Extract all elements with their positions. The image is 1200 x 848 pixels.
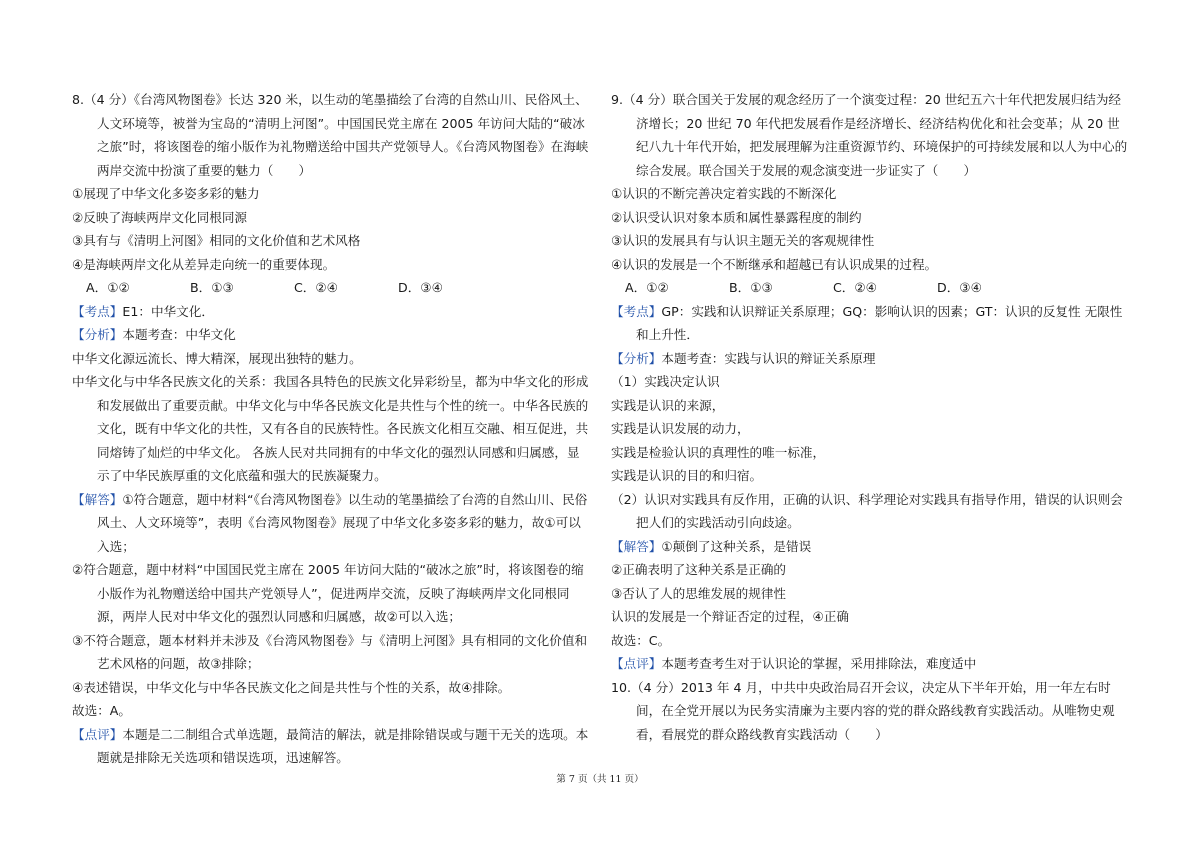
fenxi-tag: 【分析】 bbox=[72, 327, 123, 342]
dianping-section bbox=[72, 723, 592, 770]
answer-line: 认识的发展是一个辩证否定的过程，④正确 bbox=[611, 609, 849, 624]
option-c: C．②④ bbox=[294, 280, 338, 295]
analysis-line: （2）认识对实践具有反作用，正确的认识、科学理论对实践具有指导作用，错误的认识则会把人们的实践活动引向歧途。 bbox=[611, 491, 1123, 530]
answer-line: ②正确表明了这种关系是正确的 bbox=[611, 562, 787, 577]
jieda-text: ①符合题意，题中材料“《台湾风物图卷》以生动的笔墨描绘了台湾的自然山川、民俗风土、人文环境等”，表明《台湾风物图卷》展现了中华文化多姿多彩的魅力，故①可以入选； bbox=[97, 491, 588, 554]
answer-options bbox=[72, 276, 592, 300]
conclusion: 故选：A。 bbox=[72, 703, 131, 718]
right-column bbox=[611, 88, 1131, 746]
kaodian-tag: 【考点】 bbox=[72, 303, 123, 319]
conclusion: 故选：C。 bbox=[611, 632, 671, 648]
kaodian-tag: 【考点】 bbox=[611, 303, 662, 319]
statement-2: ②认识受认识对象本质和属性暴露程度的制约 bbox=[611, 209, 862, 225]
answer-line: ③否认了人的思维发展的规律性 bbox=[611, 585, 787, 601]
answer-options bbox=[611, 276, 1131, 300]
dianping-text: 本题考查考生对于认识论的掌握，采用排除法，难度适中 bbox=[661, 656, 977, 671]
statement-2: ②反映了海峡两岸文化同根同源 bbox=[72, 209, 248, 225]
answer-line: ④表述错误，中华文化与中华各民族文化之间是共性与个性的关系，故④排除。 bbox=[72, 679, 511, 695]
option-d: D．③④ bbox=[398, 280, 443, 295]
option-a: A．①② bbox=[86, 280, 130, 295]
option-b: B．①③ bbox=[729, 280, 773, 295]
statement-1: ①认识的不断完善决定着实践的不断深化 bbox=[611, 186, 837, 201]
fenxi-section bbox=[611, 347, 1131, 371]
dianping-text: 本题是二二制组合式单选题，最简洁的解法，就是排除错误或与题干无关的选项。本题就是排除无关选项和错误选项，迅速解答。 bbox=[97, 726, 589, 765]
dianping-tag: 【点评】 bbox=[72, 726, 123, 742]
kaodian-section bbox=[72, 300, 592, 324]
question-9-stem: 9.（4 分）联合国关于发展的观念经历了一个演变过程：20 世纪五六十年代把发展归结为经济增长；20 世纪 70 年代把发展看作是经济增长、经济结构优化和社会变革；从 20 世纪八九十年代开始，把发展理解为注重资源节约、环境保护的可持续发展和以人为中心的综合发展。联合国关于发展的观念演变进一步证实了（ ） bbox=[611, 92, 1128, 178]
statement-1: ①展现了中华文化多姿多彩的魅力 bbox=[72, 186, 260, 201]
question-8-stem: 8.（4 分）《台湾风物图卷》长达 320 米，以生动的笔墨描绘了台湾的自然山川、民俗风土、人文环境等，被誉为宝岛的“清明上河图”。中国国民党主席在 2005 年访问大陆的“破冰之旅”时，将该图卷的缩小版作为礼物赠送给中国共产党领导人。《台湾风物图卷》在海峡两岸交流中扮演了重要的魅力（ ） bbox=[72, 92, 589, 178]
kaodian-section bbox=[611, 300, 1131, 347]
statement-4: ④是海峡两岸文化从差异走向统一的重要体现。 bbox=[72, 256, 336, 272]
analysis-line: 中华文化与中华各民族文化的关系：我国各具特色的民族文化异彩纷呈，都为中华文化的形成和发展做出了重要贡献。中华文化与中华各民族文化是共性与个性的统一。中华各民族的文化，既有中华文化的共性，又有各自的民族特性。各民族文化相互交融、相互促进，共同熔铸了灿烂的中华文化。 各族人民对共同拥有的中华文化的强烈认同感和归属感，显示了中华民族厚重的文化底蕴和强大的民族凝聚力。 bbox=[72, 374, 589, 483]
jieda-tag: 【解答】 bbox=[72, 491, 123, 507]
kaodian-text: GP：实践和认识辩证关系原理；GQ：影响认识的因素；GT：认识的反复性 无限性和上升性． bbox=[636, 303, 1123, 342]
question-10-stem: 10.（4 分）2013 年 4 月，中共中央政治局召开会议，决定从下半年开始，用一年左右时间，在全党开展以为民务实清廉为主要内容的党的群众路线教育实践活动。从唯物史观看，看展党的群众路线教育实践活动（ ） bbox=[611, 679, 1115, 742]
jieda-text: ①颠倒了这种关系，是错误 bbox=[661, 538, 812, 554]
fenxi-text: 本题考查：实践与认识的辩证关系原理 bbox=[661, 350, 876, 366]
answer-line: ②符合题意，题中材料“中国国民党主席在 2005 年访问大陆的“破冰之旅”时，将该图卷的缩小版作为礼物赠送给中国共产党领导人”，促进两岸交流，反映了海峡两岸文化同根同源，两岸人民对中华文化的强烈认同感和归属感，故②可以入选； bbox=[72, 562, 584, 624]
fenxi-text: 本题考查：中华文化 bbox=[122, 327, 236, 342]
option-d: D．③④ bbox=[937, 280, 982, 295]
option-b: B．①③ bbox=[190, 280, 234, 295]
fenxi-tag: 【分析】 bbox=[611, 350, 662, 366]
statement-4: ④认识的发展是一个不断继承和超越已有认识成果的过程。 bbox=[611, 256, 938, 272]
dianping-tag: 【点评】 bbox=[611, 656, 662, 671]
kaodian-text: E1：中华文化． bbox=[122, 303, 214, 319]
statement-3: ③具有与《清明上河图》相同的文化价值和艺术风格 bbox=[72, 233, 361, 248]
option-a: A．①② bbox=[625, 280, 669, 295]
analysis-line: 中华文化源远流长、博大精深，展现出独特的魅力。 bbox=[72, 350, 362, 366]
analysis-line: 实践是认识发展的动力， bbox=[611, 421, 750, 436]
page-footer: 第 7 页（共 11 页） bbox=[556, 774, 644, 785]
jieda-section bbox=[611, 535, 1131, 559]
statement-3: ③认识的发展具有与认识主题无关的客观规律性 bbox=[611, 233, 875, 248]
analysis-line: 实践是检验认识的真理性的唯一标准， bbox=[611, 444, 826, 460]
analysis-line: 实践是认识的来源， bbox=[611, 397, 725, 413]
analysis-line: 实践是认识的目的和归宿。 bbox=[611, 468, 763, 483]
jieda-tag: 【解答】 bbox=[611, 538, 662, 554]
left-column bbox=[72, 88, 592, 770]
answer-line: ③不符合题意，题本材料并未涉及《台湾风物图卷》与《清明上河图》具有相同的文化价值和艺术风格的问题，故③排除； bbox=[72, 632, 588, 671]
fenxi-section bbox=[72, 323, 592, 347]
dianping-section bbox=[611, 652, 1131, 676]
jieda-section bbox=[72, 488, 592, 559]
analysis-line: （1）实践决定认识 bbox=[611, 374, 720, 389]
option-c: C．②④ bbox=[833, 280, 877, 295]
